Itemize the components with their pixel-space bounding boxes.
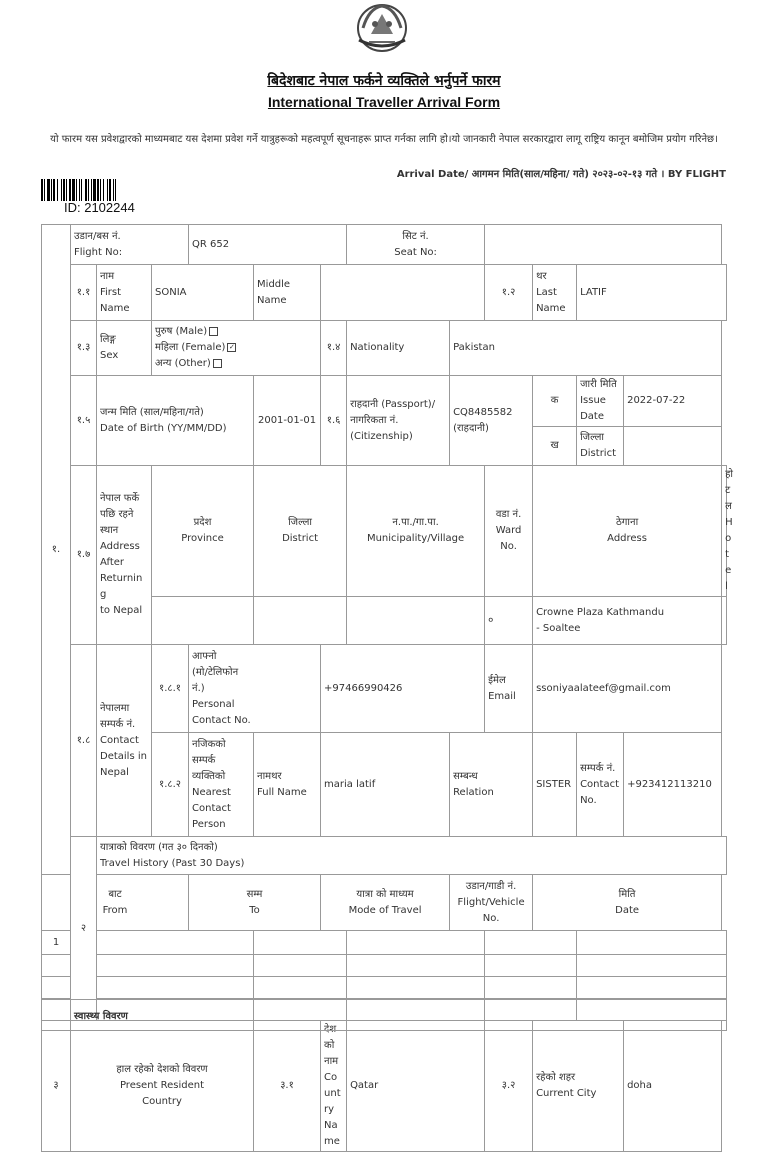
travel-mode-cell — [347, 931, 485, 955]
address-label: ठेगाना Address — [533, 466, 722, 597]
province-value — [152, 597, 254, 645]
barcode-bar — [69, 179, 71, 201]
travel-row-number: 1 — [42, 931, 71, 955]
barcode-bar — [51, 179, 52, 201]
nearest-contact-label: नजिकको सम्पर्क व्यक्तिको Nearest Contact Person — [189, 733, 254, 837]
mode-header: यात्रा को माध्यम Mode of Travel — [321, 875, 450, 931]
barcode-bar — [79, 179, 80, 201]
travel-mode-cell — [347, 977, 485, 999]
item-3-2-number: ३.२ — [485, 1021, 533, 1152]
section-2-number: २ — [71, 837, 97, 1021]
travel-to-cell — [254, 977, 347, 999]
sex-option-male[interactable]: पुरुष (Male) — [155, 324, 317, 340]
barcode-bar — [88, 179, 89, 201]
travel-flight-cell — [485, 955, 577, 977]
sex-option-female[interactable]: महिला (Female) ✓ — [155, 342, 235, 353]
issue-date-value: 2022-07-22 — [624, 376, 722, 427]
barcode-bar — [53, 179, 55, 201]
barcode-bar — [44, 179, 45, 201]
travel-history-label: यात्राको विवरण (गत ३० दिनको) Travel History (Past 30 Days) — [97, 837, 727, 875]
travel-date-cell — [577, 955, 727, 977]
barcode-bar — [47, 179, 50, 201]
seat-no-label: सिट नं. Seat No: — [347, 225, 485, 265]
country-value: Qatar — [347, 1021, 485, 1152]
ward-value: ० — [485, 597, 533, 645]
nationality-value: Pakistan — [450, 321, 722, 376]
barcode-bar — [85, 179, 87, 201]
district-label: जिल्ला District — [254, 466, 347, 597]
travel-flight-cell — [485, 977, 577, 999]
form-title-nepali: बिदेशबाट नेपाल फर्कने व्यक्तिले भर्नुपर्ने फारम — [267, 73, 501, 89]
sex-options — [152, 321, 321, 376]
travel-from-cell — [97, 955, 254, 977]
dob-value: 2001-01-01 — [254, 376, 321, 466]
present-country-label: हाल रहेको देशको विवरण Present Resident Country — [71, 1021, 254, 1152]
passport-label: राहदानी (Passport)/ नागरिकता नं. (Citizenship) — [347, 376, 450, 466]
municipality-label: न.पा./गा.पा. Municipality/Village — [347, 466, 485, 597]
travel-from-cell — [97, 931, 254, 955]
address-value: Crowne Plaza Kathmandu - Soaltee — [533, 597, 722, 645]
item-1-3-number: १.३ — [71, 321, 97, 376]
flight-no-label: उडान/बस नं. Flight No: — [71, 225, 189, 265]
barcode-bar — [66, 179, 67, 201]
relation-value: SISTER — [533, 733, 577, 837]
barcode-bar — [41, 179, 43, 201]
issue-district-label: जिल्ला District — [577, 427, 624, 466]
ka-label: क — [533, 376, 577, 427]
other-checkbox[interactable] — [213, 359, 222, 368]
city-value: doha — [624, 1021, 722, 1152]
travel-from-cell — [97, 977, 254, 999]
travel-row-number — [42, 955, 71, 977]
travel-to-cell — [254, 931, 347, 955]
sex-option-other[interactable]: अन्य (Other) — [155, 356, 317, 372]
from-header: बाट From — [42, 875, 189, 931]
arrival-date-value: २०२३-०२-१३ गते । BY FLIGHT — [592, 169, 726, 180]
last-name-label: थर Last Name — [533, 265, 577, 321]
nepal-emblem-logo — [349, 2, 415, 54]
flight-vehicle-header: उडान/गाडी नं. Flight/Vehicle No. — [450, 875, 533, 931]
personal-contact-value: +97466990426 — [321, 645, 485, 733]
barcode-bar — [113, 179, 114, 201]
to-header: सम्म To — [189, 875, 321, 931]
item-1-8-number: १.८ — [71, 645, 97, 837]
travel-to-cell — [254, 955, 347, 977]
item-1-6-number: १.६ — [321, 376, 347, 466]
full-name-label: नामथर Full Name — [254, 733, 321, 837]
kha-label: ख — [533, 427, 577, 466]
barcode-bar — [81, 179, 82, 201]
item-1-8-2-number: १.८.२ — [152, 733, 189, 837]
barcode-bar — [93, 179, 96, 201]
barcode-bar — [100, 179, 101, 201]
district-value — [254, 597, 347, 645]
issue-district-value — [624, 427, 722, 466]
barcode-bar — [72, 179, 75, 201]
travel-date-cell — [577, 977, 727, 999]
barcode-bar — [63, 179, 65, 201]
contact-no-label: सम्पर्क नं. Contact No. — [577, 733, 624, 837]
id-number: ID: 2102244 — [64, 200, 135, 215]
barcode-bar — [61, 179, 62, 201]
item-1-7-number: १.७ — [71, 466, 97, 645]
health-details-label: स्वास्थ्य विवरण — [74, 1011, 128, 1022]
travel-flight-cell — [485, 931, 577, 955]
female-checkbox[interactable]: ✓ — [228, 342, 235, 351]
male-checkbox[interactable] — [209, 327, 218, 336]
nationality-label: Nationality — [347, 321, 450, 376]
travel-mode-cell — [347, 955, 485, 977]
nearest-contact-value: +923412113210 — [624, 733, 722, 837]
email-label: ईमेल Email — [485, 645, 533, 733]
first-name-label: नाम First Name — [97, 265, 152, 321]
item-3-1-number: ३.१ — [254, 1021, 321, 1152]
barcode-bar — [97, 179, 99, 201]
arrival-date-line — [397, 166, 726, 180]
barcode-bar — [76, 179, 77, 201]
current-city-label: रहेको शहर Current City — [533, 1021, 624, 1152]
address-after-label: नेपाल फर्के पछि रहने स्थान Address After Returning to Nepal — [97, 466, 152, 645]
barcode-bar — [91, 179, 92, 201]
barcode-bar — [57, 179, 58, 201]
personal-contact-label: आफ्नो (मो/टेलिफोन नं.) Personal Contact No. — [189, 645, 321, 733]
first-name-value: SONIA — [152, 265, 254, 321]
item-1-4-number: १.४ — [321, 321, 347, 376]
barcode-bar — [107, 179, 108, 201]
item-1-1-number: १.१ — [71, 265, 97, 321]
contact-details-label: नेपालमा सम्पर्क नं. Contact Details in Nepal — [97, 645, 152, 837]
date-header: मिति Date — [533, 875, 722, 931]
municipality-value — [347, 597, 485, 645]
hotel-value — [722, 597, 727, 645]
arrival-date-label: Arrival Date/ आगमन मिति(साल/महिना/ गते) — [396, 169, 589, 180]
email-value: ssoniyaalateef@gmail.com — [533, 645, 722, 733]
health-details-section — [41, 999, 727, 1031]
province-label: प्रदेश Province — [152, 466, 254, 597]
barcode — [41, 179, 167, 201]
item-1-8-1-number: १.८.१ — [152, 645, 189, 733]
middle-name-value — [321, 265, 485, 321]
travel-date-cell — [577, 931, 727, 955]
section-1-number: १. — [42, 225, 71, 875]
barcode-bar — [109, 179, 111, 201]
hotel-label: होटल Hotel — [722, 466, 727, 597]
dob-label: जन्म मिति (साल/महिना/गते) Date of Birth (YY/MM/DD) — [97, 376, 254, 466]
middle-name-label: Middle Name — [254, 265, 321, 321]
section-3-number: ३ — [42, 1021, 71, 1152]
country-name-label: देशको नाम Country Name — [321, 1021, 347, 1152]
last-name-value: LATIF — [577, 265, 727, 321]
barcode-bar — [103, 179, 104, 201]
flight-no-value: QR 652 — [189, 225, 347, 265]
sex-label: लिङ्ग Sex — [97, 321, 152, 376]
seat-no-value — [485, 225, 722, 265]
item-1-2-number: १.२ — [485, 265, 533, 321]
item-1-5-number: १.५ — [71, 376, 97, 466]
ward-label: वडा नं. Ward No. — [485, 466, 533, 597]
nearest-name-value: maria latif — [321, 733, 450, 837]
issue-date-label: जारी मिति Issue Date — [577, 376, 624, 427]
barcode-bar — [115, 179, 116, 201]
intro-paragraph: यो फारम यस प्रवेशद्वारको माध्यमबाट यस देशमा प्रवेश गर्ने यात्रुहरूको महत्वपूर्ण सूचनाहरू प्राप्त गर्नका लागि हो।यो जानकारी नेपाल सरकारद्वारा लागू राष्ट्रिय कानून बमोजिम प्रयोग गरिनेछ। — [50, 134, 718, 145]
relation-label: सम्बन्ध Relation — [450, 733, 533, 837]
form-title-english: International Traveller Arrival Form — [267, 94, 501, 110]
passport-value: CQ8485582 (राहदानी) — [450, 376, 533, 466]
travel-row-number — [42, 977, 71, 999]
